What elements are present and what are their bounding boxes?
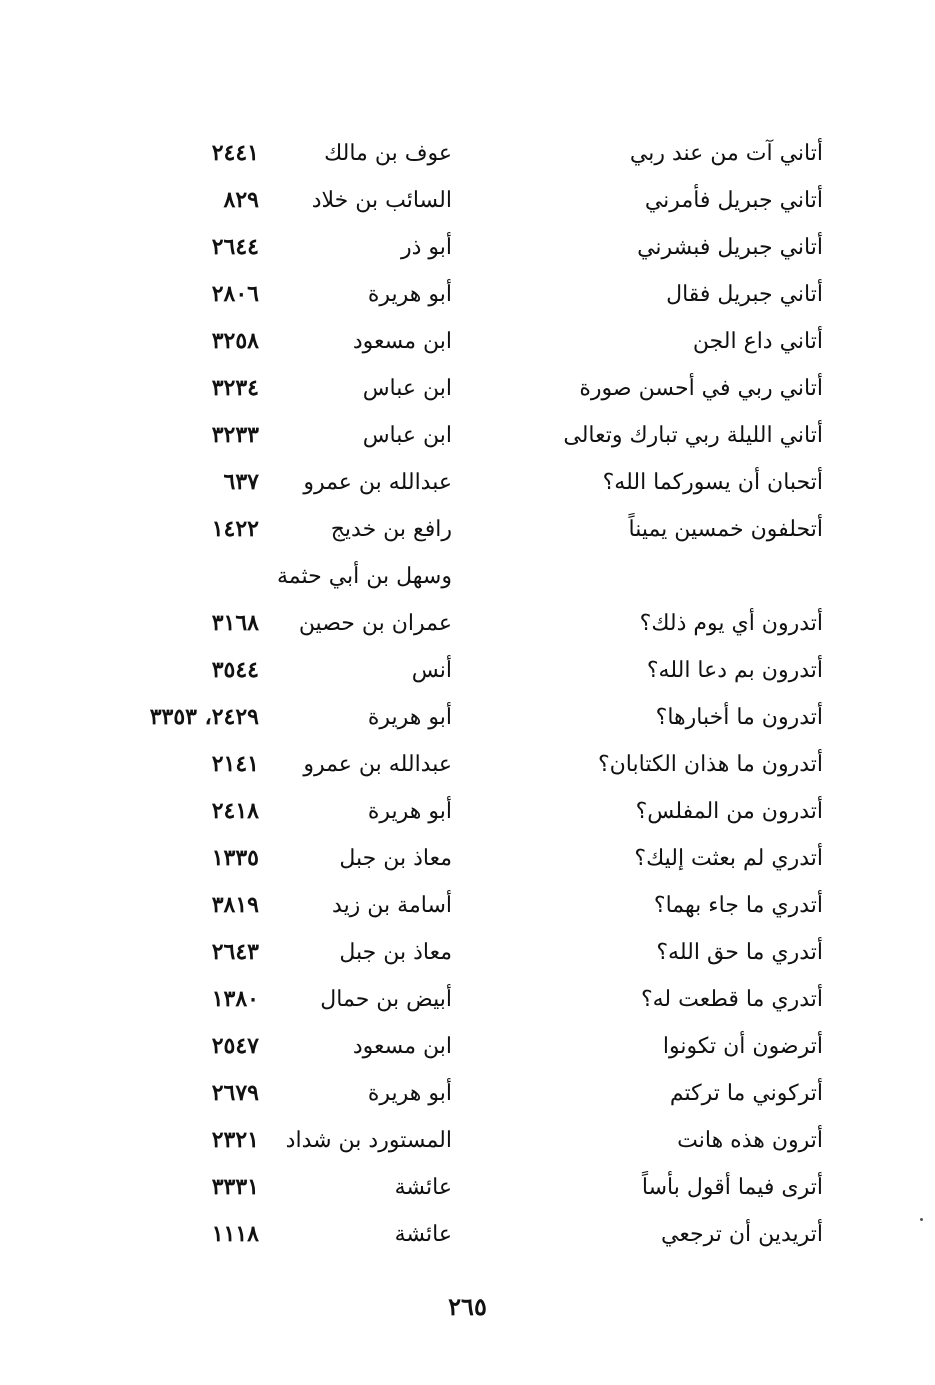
- table-row: [0, 882, 935, 929]
- narrator-name: أنس: [411, 658, 452, 683]
- table-row: [0, 318, 935, 365]
- hadith-text: أتدري ما جاء بهما؟: [653, 893, 823, 918]
- table-row: [0, 553, 935, 600]
- table-row: [0, 130, 935, 177]
- hadith-text: أتدرون أي يوم ذلك؟: [639, 611, 823, 636]
- narrator-name: ابن عباس: [362, 423, 452, 448]
- table-row: [0, 459, 935, 506]
- hadith-text: أتركوني ما تركتم: [669, 1081, 823, 1106]
- narrator-name: أبو هريرة: [367, 1081, 452, 1106]
- hadith-text: أتدرون ما هذان الكتابان؟: [597, 752, 823, 777]
- hadith-number: ٣٢٣٣: [211, 422, 259, 448]
- hadith-index-table: [0, 130, 935, 1258]
- hadith-text: أتدري ما قطعت له؟: [640, 987, 823, 1012]
- hadith-text: أتاني جبريل فقال: [666, 282, 823, 307]
- hadith-number: ٢٥٤٧: [211, 1033, 259, 1059]
- narrator-name: معاذ بن جبل: [339, 846, 452, 871]
- hadith-text: أتدرون بم دعا الله؟: [646, 658, 823, 683]
- narrator-name: المستورد بن شداد: [285, 1128, 452, 1153]
- narrator-name: السائب بن خلاد: [311, 188, 452, 213]
- scan-speck: [920, 1218, 923, 1221]
- hadith-number: ٨٢٩: [223, 187, 259, 213]
- narrator-name: أبو ذر: [400, 235, 452, 260]
- hadith-number: ٢٨٠٦: [211, 281, 259, 307]
- narrator-name: أبو هريرة: [367, 282, 452, 307]
- hadith-text: أتحبان أن يسوركما الله؟: [602, 470, 823, 495]
- hadith-text: أتاني ربي في أحسن صورة: [579, 376, 823, 401]
- hadith-text: أتاني آت من عند ربي: [629, 141, 823, 166]
- narrator-name: معاذ بن جبل: [339, 940, 452, 965]
- hadith-number: ٢٦٧٩: [211, 1080, 259, 1106]
- narrator-name: عوف بن مالك: [324, 141, 452, 166]
- hadith-text: أتاني الليلة ربي تبارك وتعالى: [563, 423, 823, 448]
- narrator-name: عمران بن حصين: [298, 611, 452, 636]
- hadith-number: ٢٤٢٩، ٣٣٥٣: [149, 704, 259, 730]
- hadith-text: أتدرون من المفلس؟: [635, 799, 823, 824]
- hadith-number: ١١١٨: [211, 1221, 259, 1247]
- hadith-text: أتاني جبريل فأمرني: [644, 188, 823, 213]
- table-row: [0, 1117, 935, 1164]
- narrator-name: ابن مسعود: [352, 329, 452, 354]
- table-row: [0, 177, 935, 224]
- hadith-number: ٢٤٤١: [211, 140, 259, 166]
- hadith-number: ٢٤١٨: [211, 798, 259, 824]
- hadith-text: أتحلفون خمسين يميناً: [628, 517, 823, 542]
- hadith-number: ١٤٢٢: [211, 516, 259, 542]
- narrator-name: أبو هريرة: [367, 799, 452, 824]
- table-row: [0, 835, 935, 882]
- narrator-name: رافع بن خديج: [330, 517, 452, 542]
- hadith-number: ٢١٤١: [211, 751, 259, 777]
- hadith-number: ٣٢٣٤: [211, 375, 259, 401]
- narrator-name: عائشة: [394, 1222, 452, 1247]
- narrator-name: عبدالله بن عمرو: [303, 470, 452, 495]
- narrator-name: أبو هريرة: [367, 705, 452, 730]
- hadith-text: أتاني جبريل فبشرني: [637, 235, 823, 260]
- hadith-number: ٣٢٥٨: [211, 328, 259, 354]
- hadith-number: ٣٥٤٤: [211, 657, 259, 683]
- table-row: [0, 694, 935, 741]
- table-row: [0, 929, 935, 976]
- hadith-text: أترضون أن تكونوا: [662, 1034, 823, 1059]
- hadith-text: أتاني داع الجن: [692, 329, 823, 354]
- hadith-text: أتدري لم بعثت إليك؟: [634, 846, 823, 871]
- narrator-name: عائشة: [394, 1175, 452, 1200]
- table-row: [0, 412, 935, 459]
- table-row: [0, 976, 935, 1023]
- narrator-name: وسهل بن أبي حثمة: [276, 564, 452, 589]
- hadith-number: ٣٨١٩: [211, 892, 259, 918]
- hadith-text: أتريدين أن ترجعي: [661, 1222, 823, 1247]
- page-number: ٢٦٥: [448, 1292, 487, 1321]
- hadith-number: ٢٣٢١: [211, 1127, 259, 1153]
- hadith-text: أترى فيما أقول بأساً: [641, 1175, 823, 1200]
- table-row: [0, 1070, 935, 1117]
- table-row: [0, 1023, 935, 1070]
- hadith-number: ٦٣٧: [223, 469, 259, 495]
- hadith-number: ١٣٨٠: [211, 986, 259, 1012]
- narrator-name: عبدالله بن عمرو: [303, 752, 452, 777]
- hadith-number: ١٣٣٥: [211, 845, 259, 871]
- narrator-name: أبيض بن حمال: [320, 987, 452, 1012]
- narrator-name: أسامة بن زيد: [332, 893, 452, 918]
- hadith-number: ٣١٦٨: [211, 610, 259, 636]
- table-row: [0, 271, 935, 318]
- table-row: [0, 365, 935, 412]
- narrator-name: ابن مسعود: [352, 1034, 452, 1059]
- hadith-text: أترون هذه هانت: [677, 1128, 823, 1153]
- table-row: [0, 1211, 935, 1258]
- hadith-text: أتدرون ما أخبارها؟: [655, 705, 823, 730]
- table-row: [0, 647, 935, 694]
- table-row: [0, 506, 935, 553]
- hadith-number: ٢٦٤٣: [211, 939, 259, 965]
- table-row: [0, 741, 935, 788]
- hadith-number: ٢٦٤٤: [211, 234, 259, 260]
- hadith-text: أتدري ما حق الله؟: [656, 940, 823, 965]
- table-row: [0, 1164, 935, 1211]
- table-row: [0, 224, 935, 271]
- table-row: [0, 788, 935, 835]
- table-row: [0, 600, 935, 647]
- hadith-number: ٣٣٣١: [211, 1174, 259, 1200]
- narrator-name: ابن عباس: [362, 376, 452, 401]
